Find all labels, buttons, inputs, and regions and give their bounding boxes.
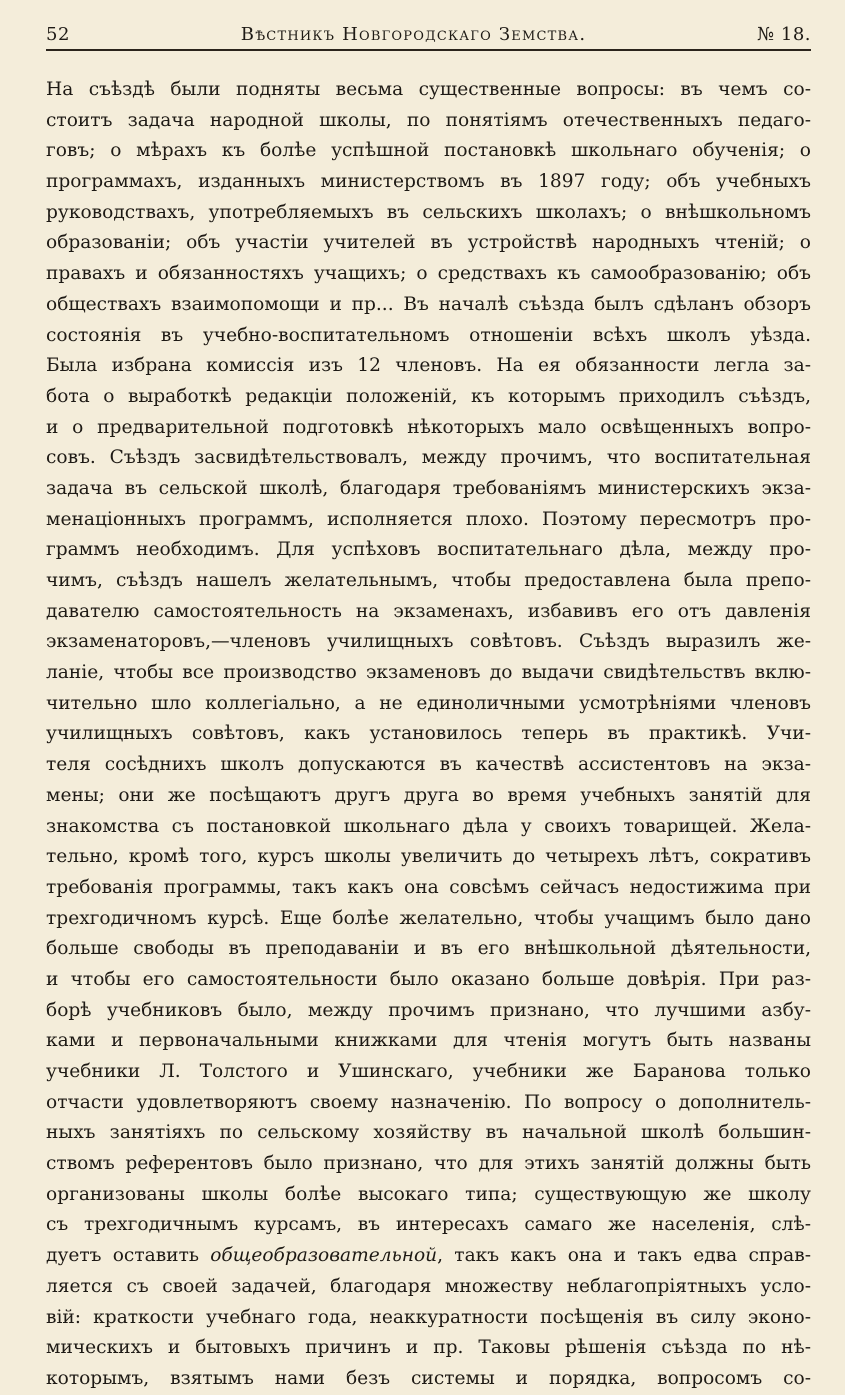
text-line: организованы школы болѣе высокаго типа; существующую же школу <box>46 1183 811 1205</box>
page-header <box>46 22 811 46</box>
text-line: менаціонныхъ программъ, исполняется плохо. Поэтому пересмотръ про- <box>46 508 811 530</box>
text-line: трехгодичномъ курсѣ. Еще болѣе желательно, чтобы учащимъ было дано <box>46 907 811 929</box>
issue-number: № 18. <box>757 23 811 45</box>
text-segment: , такъ какъ она и такъ едва справ- <box>437 1245 811 1267</box>
header-rule <box>46 49 811 51</box>
text-line: граммъ необходимъ. Для успѣховъ воспитательнаго дѣла, между про- <box>46 539 811 561</box>
text-line: вій: краткости учебнаго года, неаккуратности посѣщенія въ силу эконо- <box>46 1306 811 1328</box>
text-line: ствомъ референтовъ было признано, что для этихъ занятій должны быть <box>46 1153 811 1175</box>
text-line: задача въ сельской школѣ, благодаря требованіямъ министерскихъ экза- <box>46 477 811 499</box>
journal-title: Вѣстникъ Новгородскаго Земства. <box>240 23 587 45</box>
text-line-mixed <box>46 1241 811 1272</box>
text-line: правахъ и обязанностяхъ учащихъ; о средствахъ къ самообразованію; объ <box>46 263 811 285</box>
text-line: тельно, кромѣ того, курсъ школы увеличить до четырехъ лѣтъ, сокративъ <box>46 846 811 868</box>
text-segment: дуетъ оставить <box>46 1245 211 1267</box>
text-line: экзаменаторовъ,—членовъ училищныхъ совѣтовъ. Съѣздъ выразилъ же- <box>46 631 811 653</box>
text-line: которымъ, взятымъ нами безъ системы и порядка, вопросомъ со- <box>46 1367 811 1389</box>
text-line: состоянія въ учебно-воспитательномъ отношеніи всѣхъ школъ уѣзда. <box>46 324 811 346</box>
text-line: съ трехгодичнымъ курсамъ, въ интересахъ самаго же населенія, слѣ- <box>46 1214 811 1236</box>
text-line: Была избрана комиссія изъ 12 членовъ. На ея обязанности легла за- <box>46 355 811 377</box>
text-line: чимъ, съѣздъ нашелъ желательнымъ, чтобы предоставлена была препо- <box>46 570 811 591</box>
text-line: руководствахъ, употребляемыхъ въ сельскихъ школахъ; о внѣшкольномъ <box>46 201 811 223</box>
text-line: На съѣздѣ были подняты весьма существенные вопросы: въ чемъ со- <box>46 79 811 100</box>
text-line: программахъ, изданныхъ министерствомъ въ 1897 году; объ учебныхъ <box>46 171 811 193</box>
text-line: и чтобы его самостоятельности было оказано больше довѣрія. При раз- <box>46 968 811 990</box>
page-number: 52 <box>46 23 70 45</box>
text-line: обществахъ взаимопомощи и пр... Въ началѣ съѣзда былъ сдѣланъ обзоръ <box>46 293 811 315</box>
text-line: ками и первоначальными книжками для чтенія могутъ быть названы <box>46 1030 811 1052</box>
text-line: и о предварительной подготовкѣ нѣкоторыхъ мало освѣщенныхъ вопро- <box>46 416 811 438</box>
text-line: образованіи; объ участіи учителей въ устройствѣ народныхъ чтеній; о <box>46 232 811 254</box>
body-text <box>46 75 811 1395</box>
text-line: бота о выработкѣ редакціи положеній, къ которымъ приходилъ съѣздъ, <box>46 385 811 407</box>
text-line: больше свободы въ преподаваніи и въ его внѣшкольной дѣятельности, <box>46 938 811 960</box>
text-line: чительно шло коллегіально, а не единоличными усмотрѣніями членовъ <box>46 692 811 714</box>
text-line: отчасти удовлетворяютъ своему назначенію. По вопросу о дополнитель- <box>46 1091 811 1113</box>
text-line: мическихъ и бытовыхъ причинъ и пр. Таковы рѣшенія съѣзда по нѣ- <box>46 1337 811 1359</box>
text-line: говъ; о мѣрахъ къ болѣе успѣшной постановкѣ школьнаго обученія; о <box>46 140 811 162</box>
text-line: знакомства съ постановкой школьнаго дѣла у своихъ товарищей. Жела- <box>46 815 811 837</box>
text-line: требованія программы, такъ какъ она совсѣмъ сейчасъ недостижима при <box>46 876 811 898</box>
text-line: ланіе, чтобы все производство экзаменовъ до выдачи свидѣтельствъ вклю- <box>46 662 811 684</box>
text-line: ляется съ своей задачей, благодаря множеству неблагопріятныхъ усло- <box>46 1275 811 1297</box>
text-line: борѣ учебниковъ было, между прочимъ признано, что лучшими азбу- <box>46 999 811 1021</box>
text-line: ныхъ занятіяхъ по сельскому хозяйству въ начальной школѣ большин- <box>46 1122 811 1144</box>
text-line: стоитъ задача народной школы, по понятіямъ отечественныхъ педаго- <box>46 109 811 131</box>
text-line: теля сосѣднихъ школъ допускаются въ качествѣ ассистентовъ на экза- <box>46 754 811 776</box>
text-line: училищныхъ совѣтовъ, какъ установилось теперь въ практикѣ. Учи- <box>46 723 811 745</box>
text-line: мены; они же посѣщаютъ другъ друга во время учебныхъ занятій для <box>46 784 811 806</box>
text-line: совъ. Съѣздъ засвидѣтельствовалъ, между прочимъ, что воспитательная <box>46 447 811 469</box>
text-line: учебники Л. Толстого и Ушинскаго, учебники же Баранова только <box>46 1061 811 1082</box>
text-line: давателю самостоятельность на экзаменахъ, избавивъ его отъ давленія <box>46 600 811 622</box>
italic-emphasis: общеобразовательной <box>210 1245 438 1267</box>
